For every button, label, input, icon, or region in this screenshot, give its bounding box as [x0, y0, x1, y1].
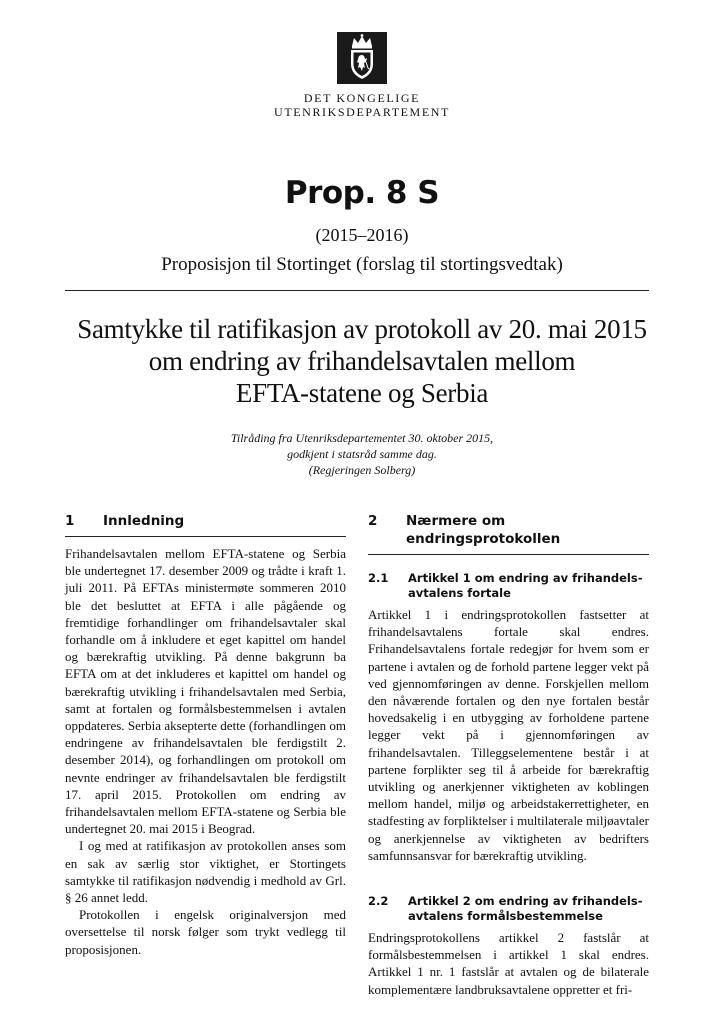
recommendation-line2: godkjent i statsråd samme dag. — [287, 447, 437, 461]
recommendation-line1: Tilråding fra Utenriksdepartementet 30. oktober 2015, — [230, 431, 494, 445]
section-2-number: 2 — [368, 513, 378, 529]
recommendation-line3: (Regjeringen Solberg) — [308, 463, 416, 477]
section-2-title: Nærmere om endringsprotokollen — [406, 513, 561, 547]
section-1-number: 1 — [65, 513, 75, 529]
recommendation-note — [150, 430, 574, 478]
session-years: (2015–2016) — [315, 225, 409, 245]
document-title — [50, 313, 674, 409]
subsection-2-2-text: Endringsprotokollens artikkel 2 fastslår at formålsbestemmelsen i artikkel 1 skal endres. Artikkel 1 nr. 1 fastslår at avtalen og de bilaterale komplementære landbruksavtalene oppretter et fri- — [368, 930, 649, 997]
left-column — [65, 512, 346, 958]
subsection-2-2-title-line2: avtalens formålsbestemmelse — [408, 909, 603, 924]
subsection-2-1-title-line2: avtalens fortale — [408, 586, 511, 600]
document-title-line2: om endring av frihandelsavtalen mellom — [148, 346, 576, 376]
subsection-2-2-number: 2.2 — [368, 894, 389, 909]
section-1-paragraph-3: Protokollen i engelsk originalversjon med oversettelse til norsk følger som trykt vedlegg til proposisjonen. — [65, 907, 346, 957]
section-2-heading — [368, 512, 649, 555]
ministry-header — [0, 32, 724, 119]
ministry-name-line2: UTENRIKSDEPARTEMENT — [274, 105, 450, 119]
section-1-heading — [65, 512, 346, 537]
title-divider — [65, 290, 649, 291]
document-title-line3: EFTA-statene og Serbia — [235, 378, 489, 408]
royal-coat-of-arms-logo — [337, 32, 387, 84]
subsection-2-1-title-line1: Artikkel 1 om endring av frihandels- — [408, 571, 643, 585]
subsection-2-2-heading — [368, 894, 649, 924]
proposition-number: Prop. 8 S — [284, 175, 440, 211]
right-column — [368, 512, 649, 998]
subsection-2-1-heading — [368, 571, 649, 601]
subsection-2-1-number: 2.1 — [368, 571, 389, 585]
section-1-paragraph-1: Frihandelsavtalen mellom EFTA-statene og Serbia ble undertegnet 17. desember 2009 og trådte i kraft 1. juli 2011. På EFTAs ministermøte sommeren 2010 ble det besluttet at EFTA i alle pågående og fremtidige forhandlinger om frihandelsavtaler skal forhandle om å inkludere et eget kapittel om handel og bærekraftig utvikling. På denne bakgrunn ba EFTA om at det inkluderes et kapittel om handel og bærekraftig utvikling i frihandelsavtalen med Serbia, samt at fortalen og formålsbestemmelsen i avtalen oppdateres. Serbia aksepterte dette (forhandlingen om endringene av frihandelsavtalen ble ferdigstilt 2. desember 2014), og forhandlingen om protokoll om nevnte endringer av frihandelsavtalen ble ferdigstilt 17. april 2015. Protokollen om endring av frihandelsavtalen mellom EFTA-statene og Serbia ble undertegnet 20. mai 2015 i Beograd. — [65, 546, 346, 837]
proposition-type: Proposisjon til Stortinget (forslag til stortingsvedtak) — [161, 254, 563, 275]
document-title-line1: Samtykke til ratifikasjon av protokoll av 20. mai 2015 — [77, 314, 647, 344]
subsection-2-2-title-line1: Artikkel 2 om endring av frihandels- — [408, 894, 643, 909]
subsection-2-1-text: Artikkel 1 i endringsprotokollen fastsetter at frihandelsavtalens fortale skal endres. Frihandelsavtalens fortale redegjør for hvem som er partene i avtalen og de forhold partene legger vekt på ved gjennomføringen av denne. Forskjellen mellom den nåværende fortalen og den nye fortalen består hovedsakelig i en utbygging av forholdene partene legger vekt på i gjennomføringen av frihandelsavtalen. Tilleggselementene består i at partene forplikter seg til å arbeide for bærekraftig utvikling og anerkjenner viktigheten av koblingen mellom handel, miljø og arbeidstakerrettigheter, en stadfesting av forpliktelser i multilaterale miljøavtaler og anerkjennelse av viktigheten av bedrifters samfunnsansvar for bærekraftig utvikling. — [368, 607, 649, 863]
section-1-paragraph-2: I og med at ratifikasjon av protokollen anses som en sak av særlig stor viktighet, er Stortingets samtykke til ratifikasjon nødvendig i medhold av Grl. § 26 annet ledd. — [65, 838, 346, 906]
section-1-title: Innledning — [103, 513, 185, 529]
ministry-name-line1: DET KONGELIGE — [303, 91, 421, 105]
